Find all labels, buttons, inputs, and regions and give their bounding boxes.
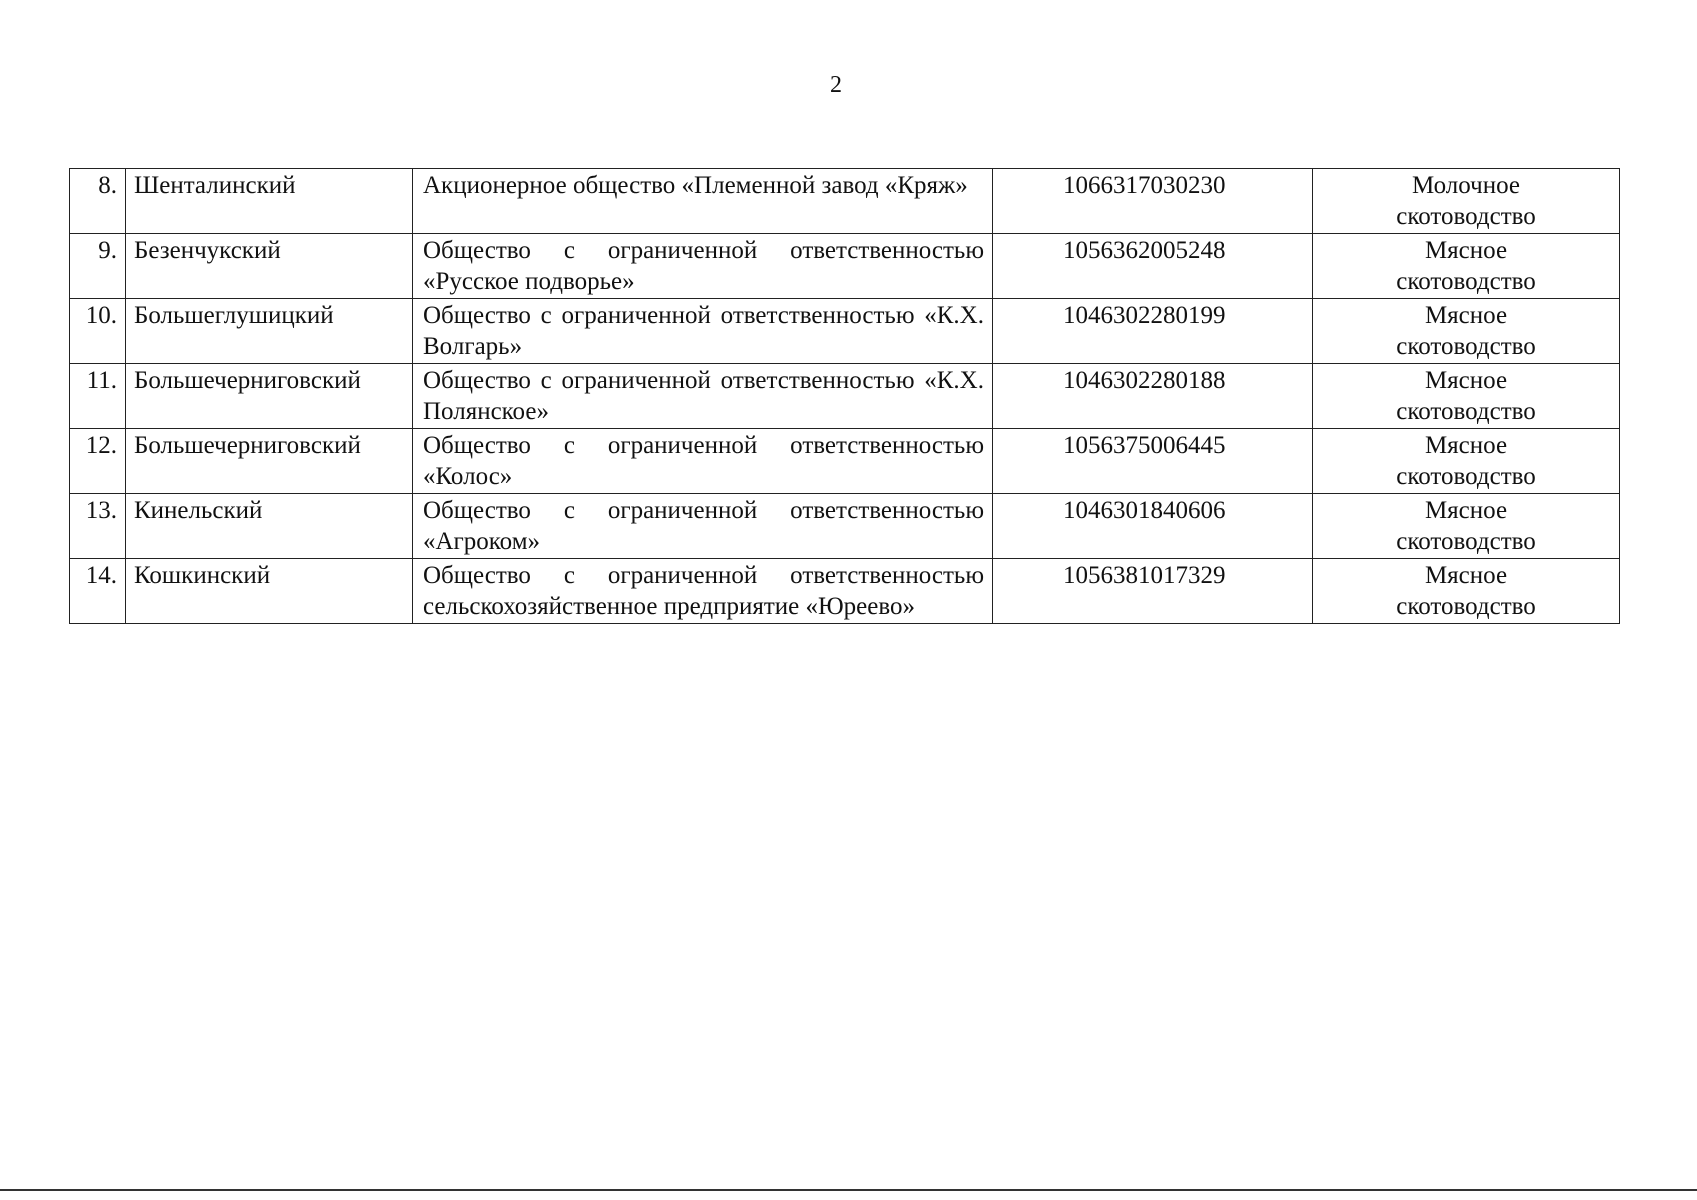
activity-line-1: Мясное: [1424, 562, 1508, 589]
activity-line-1: Молочное: [1412, 172, 1520, 199]
organization-cell: Общество с ограниченной ответственностью «Русское подворье»: [413, 234, 993, 299]
activity-line-1: Мясное: [1424, 497, 1508, 524]
activity-cell: [1313, 429, 1620, 494]
organization-cell: Общество с ограниченной ответственностью «К.Х. Полянское»: [413, 364, 993, 429]
activity-line-2: скотоводство: [1396, 268, 1536, 295]
district-cell: Большеглушицкий: [126, 299, 413, 364]
district-cell: Большечерниговский: [126, 364, 413, 429]
row-number: 12.: [70, 429, 126, 494]
organization-cell: Общество с ограниченной ответственностью сельскохозяйственное предприятие «Юреево»: [413, 559, 993, 624]
activity-cell: [1313, 559, 1620, 624]
activity-cell: [1313, 169, 1620, 234]
activity-line-1: Мясное: [1424, 432, 1508, 459]
district-cell: Кинельский: [126, 494, 413, 559]
organization-cell: Общество с ограниченной ответственностью «Агроком»: [413, 494, 993, 559]
district-cell: Безенчукский: [126, 234, 413, 299]
row-number: 10.: [70, 299, 126, 364]
district-cell: Шенталинский: [126, 169, 413, 234]
table-row: [70, 299, 1620, 364]
row-number: 13.: [70, 494, 126, 559]
district-cell: Кошкинский: [126, 559, 413, 624]
table-row: [70, 169, 1620, 234]
activity-line-2: скотоводство: [1396, 593, 1536, 620]
table-row: [70, 364, 1620, 429]
page-number: 2: [830, 72, 842, 98]
activity-line-2: скотоводство: [1396, 528, 1536, 555]
table-row: [70, 429, 1620, 494]
table-row: [70, 234, 1620, 299]
table-row: [70, 494, 1620, 559]
activity-line-1: Мясное: [1424, 237, 1508, 264]
activity-cell: [1313, 364, 1620, 429]
organization-cell: Общество с ограниченной ответственностью «К.Х. Волгарь»: [413, 299, 993, 364]
ogrn-cell: 1046301840606: [993, 494, 1313, 559]
activity-line-2: скотоводство: [1396, 398, 1536, 425]
ogrn-cell: 1056362005248: [993, 234, 1313, 299]
organization-cell: Акционерное общество «Племенной завод «Кряж»: [413, 169, 993, 234]
page-bottom-rule: [0, 1189, 1697, 1191]
activity-cell: [1313, 494, 1620, 559]
organization-cell: Общество с ограниченной ответственностью «Колос»: [413, 429, 993, 494]
activity-line-2: скотоводство: [1396, 463, 1536, 490]
activity-line-1: Мясное: [1424, 367, 1508, 394]
activity-cell: [1313, 299, 1620, 364]
activity-line-2: скотоводство: [1396, 203, 1536, 230]
ogrn-cell: 1046302280199: [993, 299, 1313, 364]
ogrn-cell: 1066317030230: [993, 169, 1313, 234]
row-number: 9.: [70, 234, 126, 299]
ogrn-cell: 1056375006445: [993, 429, 1313, 494]
activity-line-2: скотоводство: [1396, 333, 1536, 360]
district-cell: Большечерниговский: [126, 429, 413, 494]
row-number: 14.: [70, 559, 126, 624]
ogrn-cell: 1056381017329: [993, 559, 1313, 624]
row-number: 8.: [70, 169, 126, 234]
table-row: [70, 559, 1620, 624]
activity-line-1: Мясное: [1424, 302, 1508, 329]
ogrn-cell: 1046302280188: [993, 364, 1313, 429]
activity-cell: [1313, 234, 1620, 299]
row-number: 11.: [70, 364, 126, 429]
registry-table: [69, 168, 1620, 624]
